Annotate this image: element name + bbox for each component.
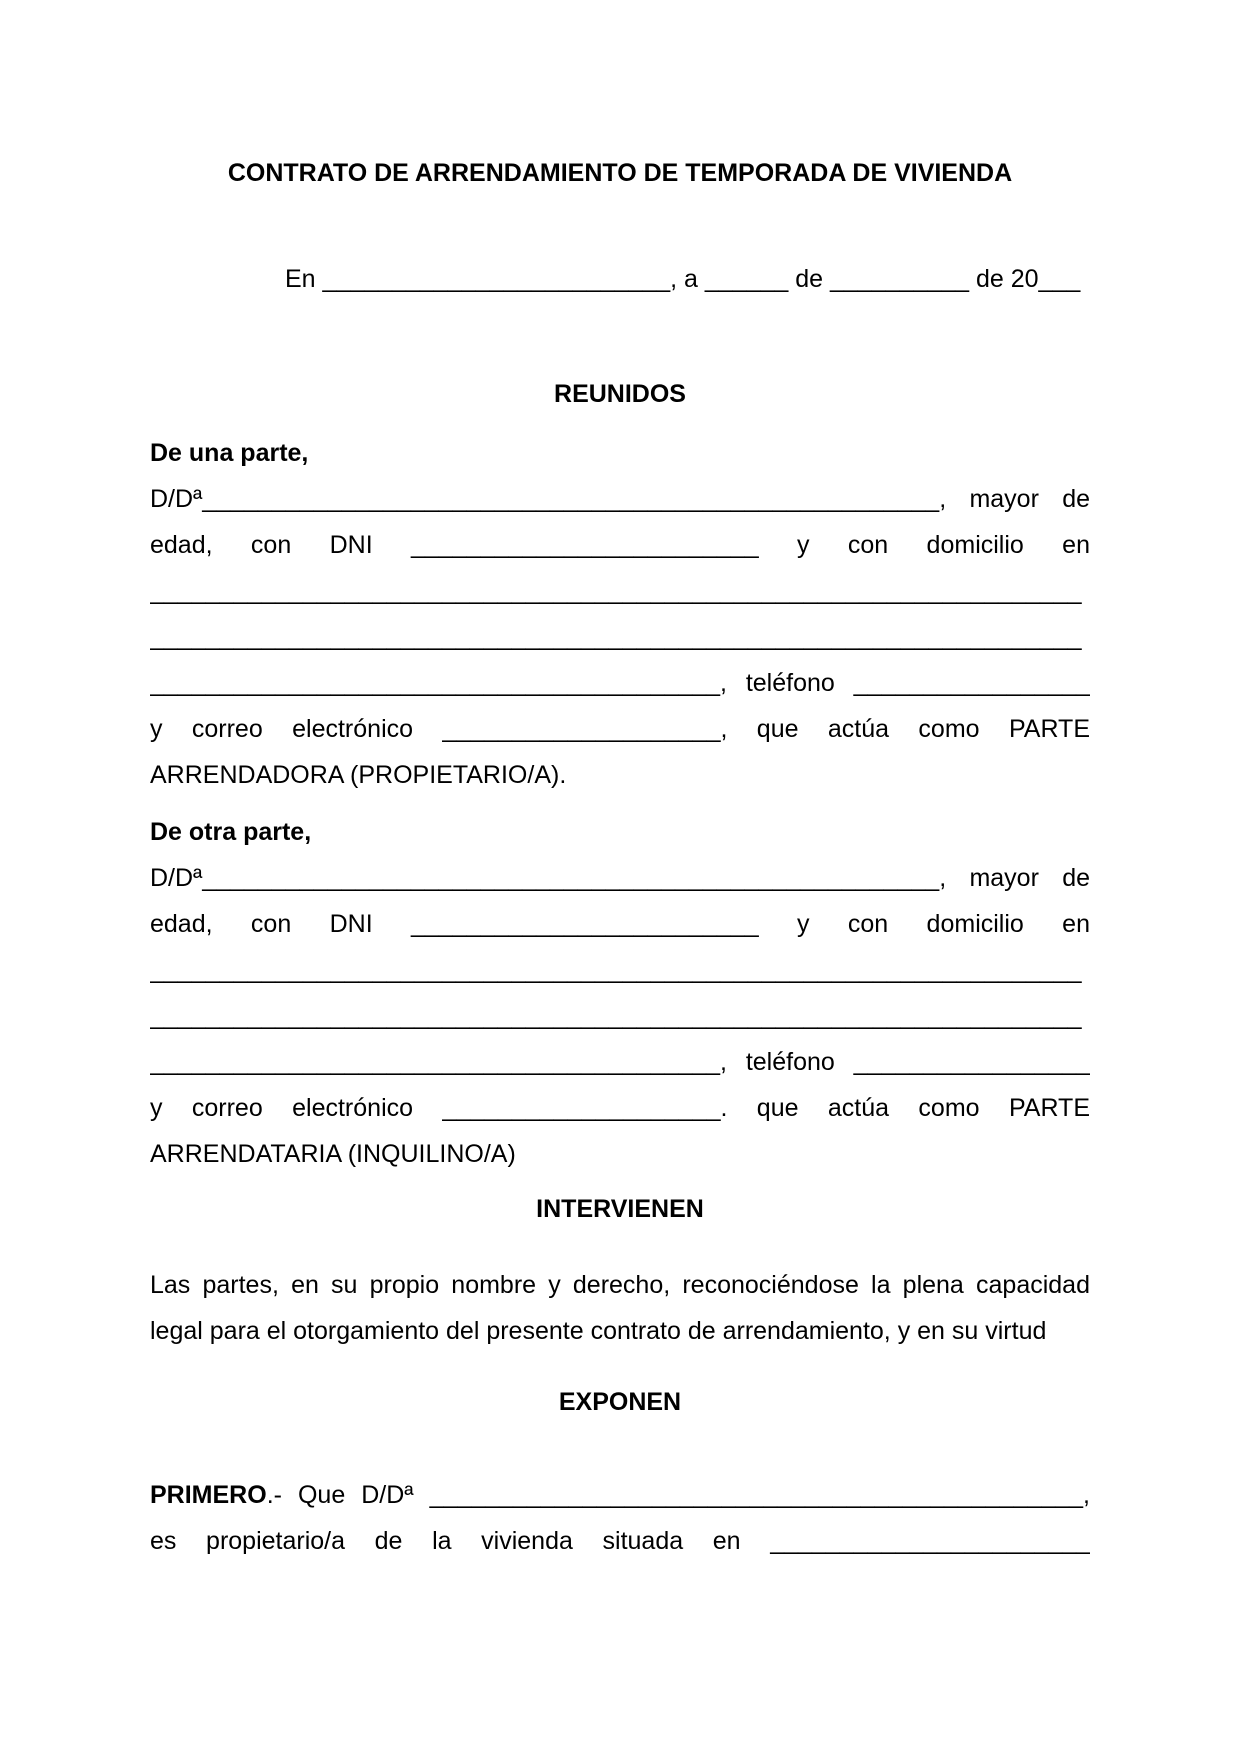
section-heading-intervienen: INTERVIENEN	[536, 1195, 704, 1223]
party-b-address-line-2: ___________________________________________________________________	[150, 1002, 1082, 1030]
party-a-paragraph	[150, 476, 1090, 798]
party-a-dni-line: edad, con DNI _________________________ y con domicilio en	[150, 531, 1090, 559]
section-heading-reunidos: REUNIDOS	[554, 380, 686, 408]
primero-clause-line-1	[150, 1472, 1090, 1518]
party-b-lead-in: De otra parte,	[150, 818, 312, 846]
party-b-address-line-1: ___________________________________________________________________	[150, 956, 1082, 984]
party-b-phone-line: _________________________________________, teléfono _________________	[150, 1048, 1090, 1076]
intervienen-paragraph-line-2: legal para el otorgamiento del presente contrato de arrendamiento, y en su virtud	[150, 1317, 1047, 1345]
party-a-role-line: ARRENDADORA (PROPIETARIO/A).	[150, 761, 567, 789]
party-b-email-line: y correo electrónico ____________________. que actúa como PARTE	[150, 1094, 1090, 1122]
party-a-phone-line: _________________________________________, teléfono _________________	[150, 669, 1090, 697]
party-a-email-line: y correo electrónico ____________________, que actúa como PARTE	[150, 715, 1090, 743]
primero-clause-line-2: es propietario/a de la vivienda situada en _______________________	[150, 1527, 1090, 1555]
party-a-lead-in: De una parte,	[150, 439, 309, 467]
party-a-address-line-2: ___________________________________________________________________	[150, 623, 1082, 651]
party-a-name-line: D/Dª_____________________________________________________, mayor de	[150, 485, 1090, 513]
party-a-address-line-1: ___________________________________________________________________	[150, 577, 1082, 605]
party-b-name-line: D/Dª_____________________________________________________, mayor de	[150, 864, 1090, 892]
date-fill-line: En _________________________, a ______ de __________ de 20___	[285, 265, 1081, 293]
intervienen-paragraph-line-1: Las partes, en su propio nombre y derecho, reconociéndose la plena capacidad	[150, 1271, 1090, 1299]
party-b-paragraph	[150, 855, 1090, 1177]
intervienen-paragraph	[150, 1262, 1090, 1354]
party-b-dni-line: edad, con DNI _________________________ y con domicilio en	[150, 910, 1090, 938]
primero-label: PRIMERO	[150, 1481, 267, 1509]
party-b-role-line: ARRENDATARIA (INQUILINO/A)	[150, 1140, 516, 1168]
document-title: CONTRATO DE ARRENDAMIENTO DE TEMPORADA DE VIVIENDA	[227, 159, 1013, 187]
section-heading-exponen: EXPONEN	[558, 1388, 682, 1416]
primero-clause-text: .- Que D/Dª _______________________________________________,	[266, 1481, 1090, 1509]
primero-clause	[150, 1472, 1090, 1564]
